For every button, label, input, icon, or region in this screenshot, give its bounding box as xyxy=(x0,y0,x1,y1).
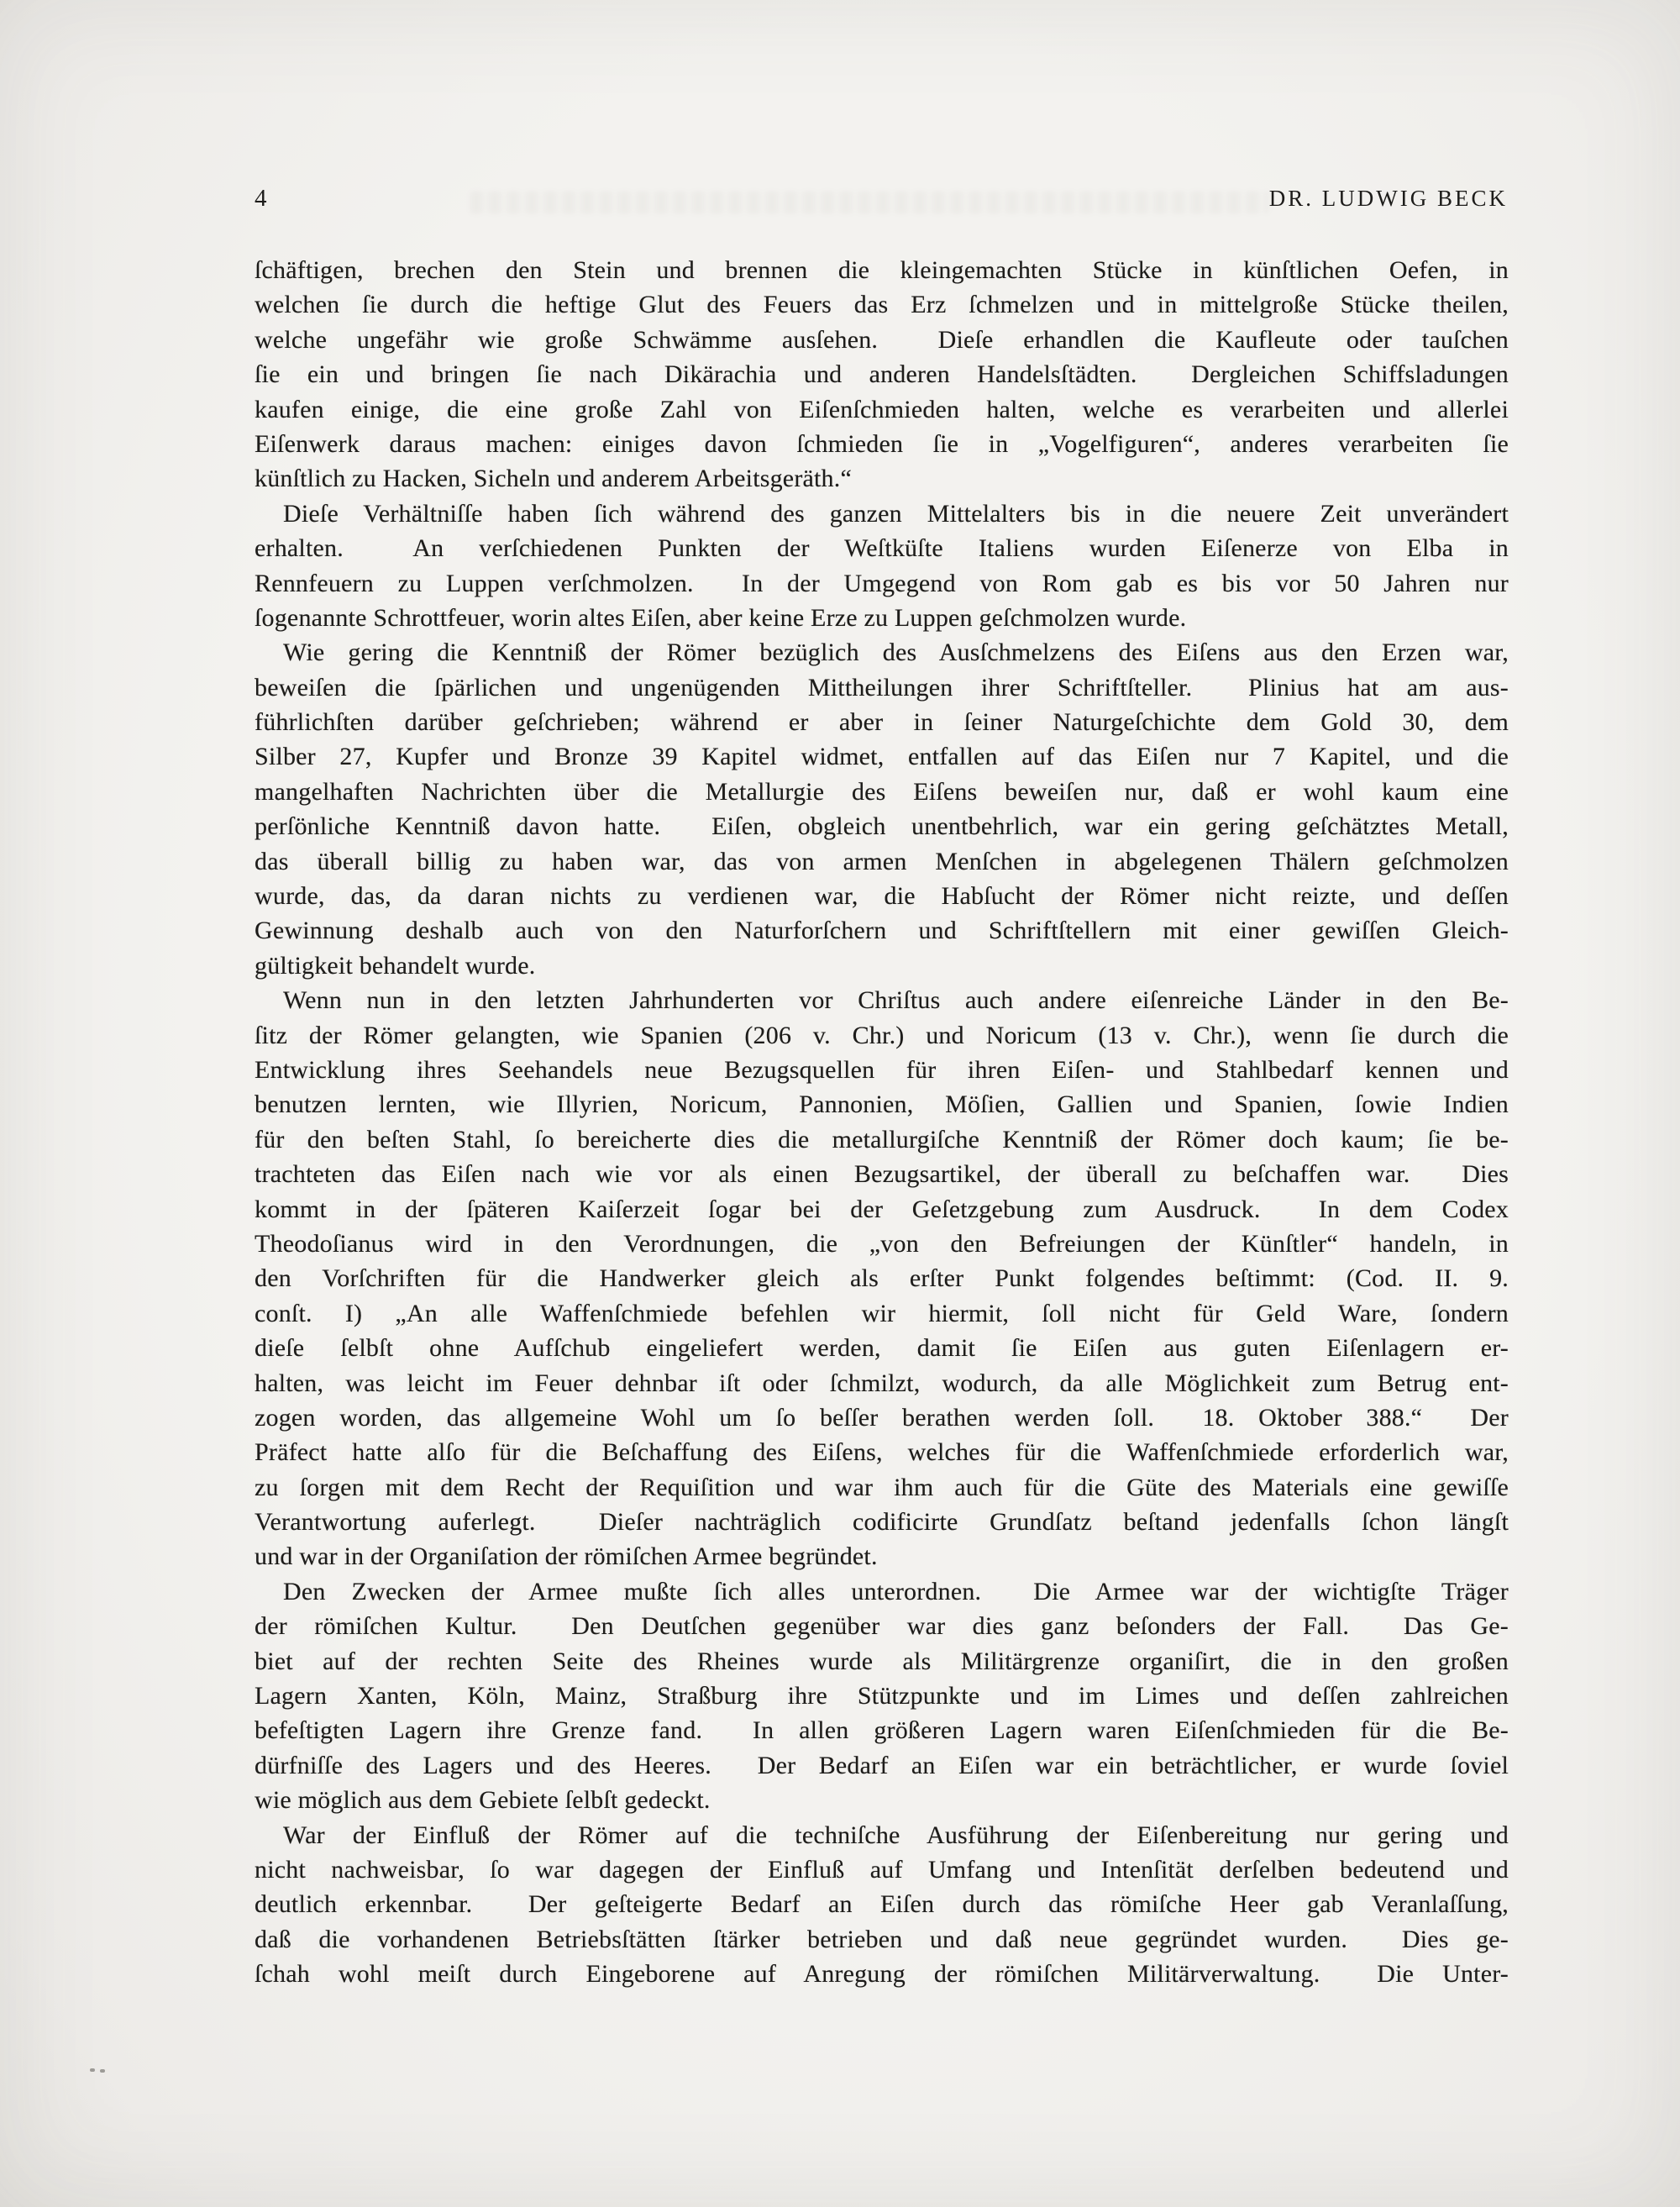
text-line: dieſe ſelbſt ohne Aufſchub eingeliefert werden, damit ſie Eiſen aus guten Eiſenlagern er- xyxy=(255,1334,1509,1363)
paragraph xyxy=(255,1818,1509,1992)
text-line: Entwicklung ihres Seehandels neue Bezugsquellen für ihren Eiſen- und Stahlbedarf kennen und xyxy=(255,1055,1509,1084)
text-line: benutzen lernten, wie Illyrien, Noricum, Pannonien, Möſien, Gallien und Spanien, ſowie Indien xyxy=(255,1090,1509,1119)
text-line: welchen ſie durch die heftige Glut des Feuers das Erz ſchmelzen und in mittelgroße Stücke theilen, xyxy=(255,291,1509,319)
ink-speck xyxy=(90,2068,95,2072)
text-line: ſchah wohl meiſt durch Eingeborene auf Anregung der römiſchen Militärverwaltung. Die Unter- xyxy=(255,1960,1509,1989)
paragraph xyxy=(255,497,1509,636)
text-line: Wenn nun in den letzten Jahrhunderten vor Chriſtus auch andere eiſenreiche Länder in den Be- xyxy=(283,986,1509,1015)
text-line: nicht nachweisbar, ſo war dagegen der Einfluß auf Umfang und Intenſität derſelben bedeutend und xyxy=(255,1855,1509,1884)
running-head-author: DR. LUDWIG BECK xyxy=(1268,186,1508,211)
text-line: wie möglich aus dem Gebiete ſelbſt gedeckt. xyxy=(255,1786,711,1815)
paragraph xyxy=(255,1574,1509,1818)
text-line: Wie gering die Kenntniß der Römer bezüglich des Ausſchmelzens des Eiſens aus den Erzen war, xyxy=(283,638,1509,667)
text-line: Dieſe Verhältniſſe haben ſich während des ganzen Mittelalters bis in die neuere Zeit unverändert xyxy=(283,499,1509,528)
text-line: Lagern Xanten, Köln, Mainz, Straßburg ihre Stützpunkte und im Limes und deſſen zahlreichen xyxy=(255,1682,1509,1710)
text-line: ſchäftigen, brechen den Stein und brennen die kleingemachten Stücke in künſtlichen Oefen, in xyxy=(255,256,1509,284)
text-line: ſie ein und bringen ſie nach Dikärachia und anderen Handelsſtädten. Dergleichen Schiffsladungen xyxy=(255,360,1509,389)
text-line: Theodoſianus wird in den Verordnungen, die „von den Befreiungen der Künſtler“ handeln, in xyxy=(255,1229,1509,1258)
paragraph xyxy=(255,983,1509,1574)
text-line: zogen worden, das allgemeine Wohl um ſo beſſer berathen werden ſoll. 18. Oktober 388.“ Der xyxy=(255,1403,1509,1432)
text-line: der römiſchen Kultur. Den Deutſchen gegenüber war dies ganz beſonders der Fall. Das Ge- xyxy=(255,1612,1509,1641)
text-line: ſitz der Römer gelangten, wie Spanien (206 v. Chr.) und Noricum (13 v. Chr.), wenn ſie durch die xyxy=(255,1021,1509,1049)
text-line: Gewinnung deshalb auch von den Naturforſchern und Schriftſtellern mit einer gewiſſen Gleich- xyxy=(255,917,1509,945)
text-line: daß die vorhandenen Betriebsſtätten ſtärker betrieben und daß neue gegründet wurden. Dies ge- xyxy=(255,1925,1509,1953)
text-line: wurde, das, da daran nichts zu verdienen war, die Habſucht der Römer nicht reizte, und deſſen xyxy=(255,882,1509,911)
text-line: welche ungefähr wie große Schwämme ausſehen. Dieſe erhandlen die Kaufleute oder tauſchen xyxy=(255,325,1509,354)
text-line: das überall billig zu haben war, das von armen Menſchen in abgelegenen Thälern geſchmolzen xyxy=(255,847,1509,875)
text-line: Rennfeuern zu Luppen verſchmolzen. In der Umgegend von Rom gab es bis vor 50 Jahren nur xyxy=(255,569,1509,597)
text-line: conſt. I) „An alle Waffenſchmiede befehlen wir hiermit, ſoll nicht für Geld Ware, ſondern xyxy=(255,1299,1509,1327)
text-line: Silber 27, Kupfer und Bronze 39 Kapitel widmet, entfallen auf das Eiſen nur 7 Kapitel, und die xyxy=(255,743,1509,771)
text-line: War der Einfluß der Römer auf die techniſche Ausführung der Eiſenbereitung nur gering und xyxy=(283,1821,1509,1849)
text-line: befeſtigten Lagern ihre Grenze fand. In allen größeren Lagern waren Eiſenſchmieden für die Be- xyxy=(255,1716,1509,1745)
text-line: und war in der Organiſation der römiſchen Armee begründet. xyxy=(255,1542,878,1571)
text-line: dürfniſſe des Lagers und des Heeres. Der Bedarf an Eiſen war ein beträchtlicher, er wurde ſoviel xyxy=(255,1751,1509,1779)
ink-speck xyxy=(100,2069,105,2073)
text-block xyxy=(255,253,1509,1992)
text-line: künſtlich zu Hacken, Sicheln und anderem Arbeitsgeräth.“ xyxy=(255,465,852,493)
text-line: führlichſten darüber geſchrieben; während er aber in ſeiner Naturgeſchichte dem Gold 30, dem xyxy=(255,708,1509,737)
text-line: deutlich erkennbar. Der geſteigerte Bedarf an Eiſen durch das römiſche Heer gab Veranlaſſung, xyxy=(255,1890,1509,1919)
text-line: ſogenannte Schrottfeuer, worin altes Eiſen, aber keine Erze zu Luppen geſchmolzen wurde. xyxy=(255,603,1187,632)
text-line: halten, was leicht im Feuer dehnbar iſt oder ſchmilzt, wodurch, da alle Möglichkeit zum Betrug ent- xyxy=(255,1369,1509,1397)
paragraph xyxy=(255,635,1509,983)
text-line: trachteten das Eiſen nach wie vor als einen Bezugsartikel, der überall zu beſchaffen war. Dies xyxy=(255,1160,1509,1189)
page-number: 4 xyxy=(255,185,267,212)
text-line: gültigkeit behandelt wurde. xyxy=(255,951,536,980)
text-line: kommt in der ſpäteren Kaiſerzeit ſogar bei der Geſetzgebung zum Ausdruck. In dem Codex xyxy=(255,1195,1509,1223)
text-line: Verantwortung auferlegt. Dieſer nachträglich codificirte Grundſatz beſtand jedenfalls ſchon längſt xyxy=(255,1508,1509,1537)
paragraph xyxy=(255,253,1509,497)
text-line: Eiſenwerk daraus machen: einiges davon ſchmieden ſie in „Vogelfiguren“, anderes verarbeiten ſie xyxy=(255,429,1509,458)
text-line: zu ſorgen mit dem Recht der Requiſition und war ihm auch für die Güte des Materials eine gewiſſe xyxy=(255,1473,1509,1501)
text-line: beweiſen die ſpärlichen und ungenügenden Mittheilungen ihrer Schriftſteller. Plinius hat am aus- xyxy=(255,673,1509,702)
text-line: kaufen einige, die eine große Zahl von Eiſenſchmieden halten, welche es verarbeiten und allerlei xyxy=(255,395,1509,423)
ink-bleed-artifact xyxy=(470,192,1268,213)
text-line: Präfect hatte alſo für die Beſchaffung des Eiſens, welches für die Waffenſchmiede erforderlich war, xyxy=(255,1438,1509,1467)
text-line: für den beſten Stahl, ſo bereicherte dies die metallurgiſche Kenntniß der Römer doch kaum; ſie be- xyxy=(255,1125,1509,1153)
text-line: mangelhaften Nachrichten über die Metallurgie des Eiſens beweiſen nur, daß er wohl kaum eine xyxy=(255,777,1509,806)
text-line: erhalten. An verſchiedenen Punkten der Weſtküſte Italiens wurden Eiſenerze von Elba in xyxy=(255,534,1509,563)
text-line: biet auf der rechten Seite des Rheines wurde als Militärgrenze organiſirt, die in den großen xyxy=(255,1647,1509,1675)
text-line: den Vorſchriften für die Handwerker gleich als erſter Punkt folgendes beſtimmt: (Cod. II. 9. xyxy=(255,1264,1509,1293)
text-line: perſönliche Kenntniß davon hatte. Eiſen, obgleich unentbehrlich, war ein gering geſchätztes Metall, xyxy=(255,812,1509,841)
text-line: Den Zwecken der Armee mußte ſich alles unterordnen. Die Armee war der wichtigſte Träger xyxy=(283,1577,1509,1605)
